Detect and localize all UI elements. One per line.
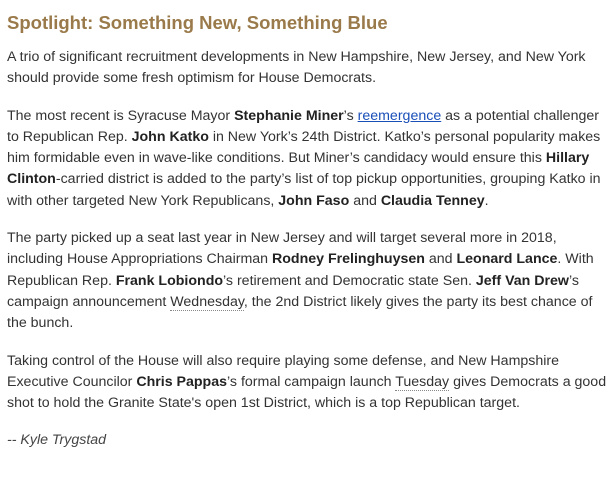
text-segment: and bbox=[424, 251, 457, 268]
text-segment: The party picked up a seat last year in New Jersey and will target several more in 2018, including House Appropriations Chairman bbox=[7, 230, 557, 268]
text-segment: . With Republican Rep. bbox=[7, 251, 594, 289]
name-claudia-tenney: Claudia Tenney bbox=[380, 192, 485, 209]
text-segment: ’s bbox=[343, 107, 358, 124]
name-frank-lobiondo: Frank Lobiondo bbox=[115, 272, 224, 289]
name-leonard-lance: Leonard Lance bbox=[456, 251, 558, 268]
text-segment: , the 2nd District likely gives the party its best chance of the bunch. bbox=[7, 293, 593, 332]
text-segment: . bbox=[484, 192, 489, 209]
name-john-faso: John Faso bbox=[278, 192, 350, 209]
text-segment: in New York’s 24th District. Katko’s personal popularity makes him formidable even in wave-like conditions. But Miner’s candidacy would ensure this bbox=[7, 128, 601, 167]
text-segment: as a potential challenger to Republican Rep. bbox=[7, 107, 599, 145]
text-segment: and bbox=[349, 192, 381, 209]
text-segment: ’s campaign announcement bbox=[7, 272, 579, 310]
paragraph-new-hampshire bbox=[7, 351, 613, 415]
paragraph-new-jersey bbox=[7, 228, 613, 334]
name-hillary-clinton: Hillary Clinton bbox=[7, 150, 590, 188]
name-stephanie-miner: Stephanie Miner bbox=[234, 107, 344, 124]
name-chris-pappas: Chris Pappas bbox=[136, 373, 228, 390]
name-rodney-frelinghuysen: Rodney Frelinghuysen bbox=[271, 251, 425, 268]
reemergence-link[interactable]: reemergence bbox=[357, 107, 442, 124]
date-wednesday[interactable]: Wednesday bbox=[170, 293, 244, 310]
text-segment: The most recent is Syracuse Mayor bbox=[7, 107, 235, 124]
text-segment: Taking control of the House will also require playing some defense, and New Hampshire Executive Councilor bbox=[7, 352, 560, 390]
text-segment: ’s formal campaign launch bbox=[227, 373, 396, 390]
name-john-katko: John Katko bbox=[131, 128, 209, 145]
name-jeff-van-drew: Jeff Van Drew bbox=[475, 272, 569, 289]
article-title: Spotlight: Something New, Something Blue bbox=[7, 12, 388, 33]
paragraph-intro bbox=[7, 47, 613, 90]
text-segment: gives Democrats a good shot to hold the Granite State's open 1st District, which is a top Republican target. bbox=[7, 373, 607, 412]
intro-text: A trio of significant recruitment developments in New Hampshire, New Jersey, and New York should provide some fresh optimism for House Democrats. bbox=[7, 49, 586, 87]
author-byline: -- Kyle Trygstad bbox=[7, 432, 107, 449]
text-segment: -carried district is added to the party’s list of top pickup opportunities, grouping Katko in with other targeted New York Republicans, bbox=[7, 171, 601, 209]
date-tuesday[interactable]: Tuesday bbox=[395, 373, 450, 390]
paragraph-new-york bbox=[7, 106, 613, 212]
text-segment: ’s retirement and Democratic state Sen. bbox=[223, 272, 476, 289]
